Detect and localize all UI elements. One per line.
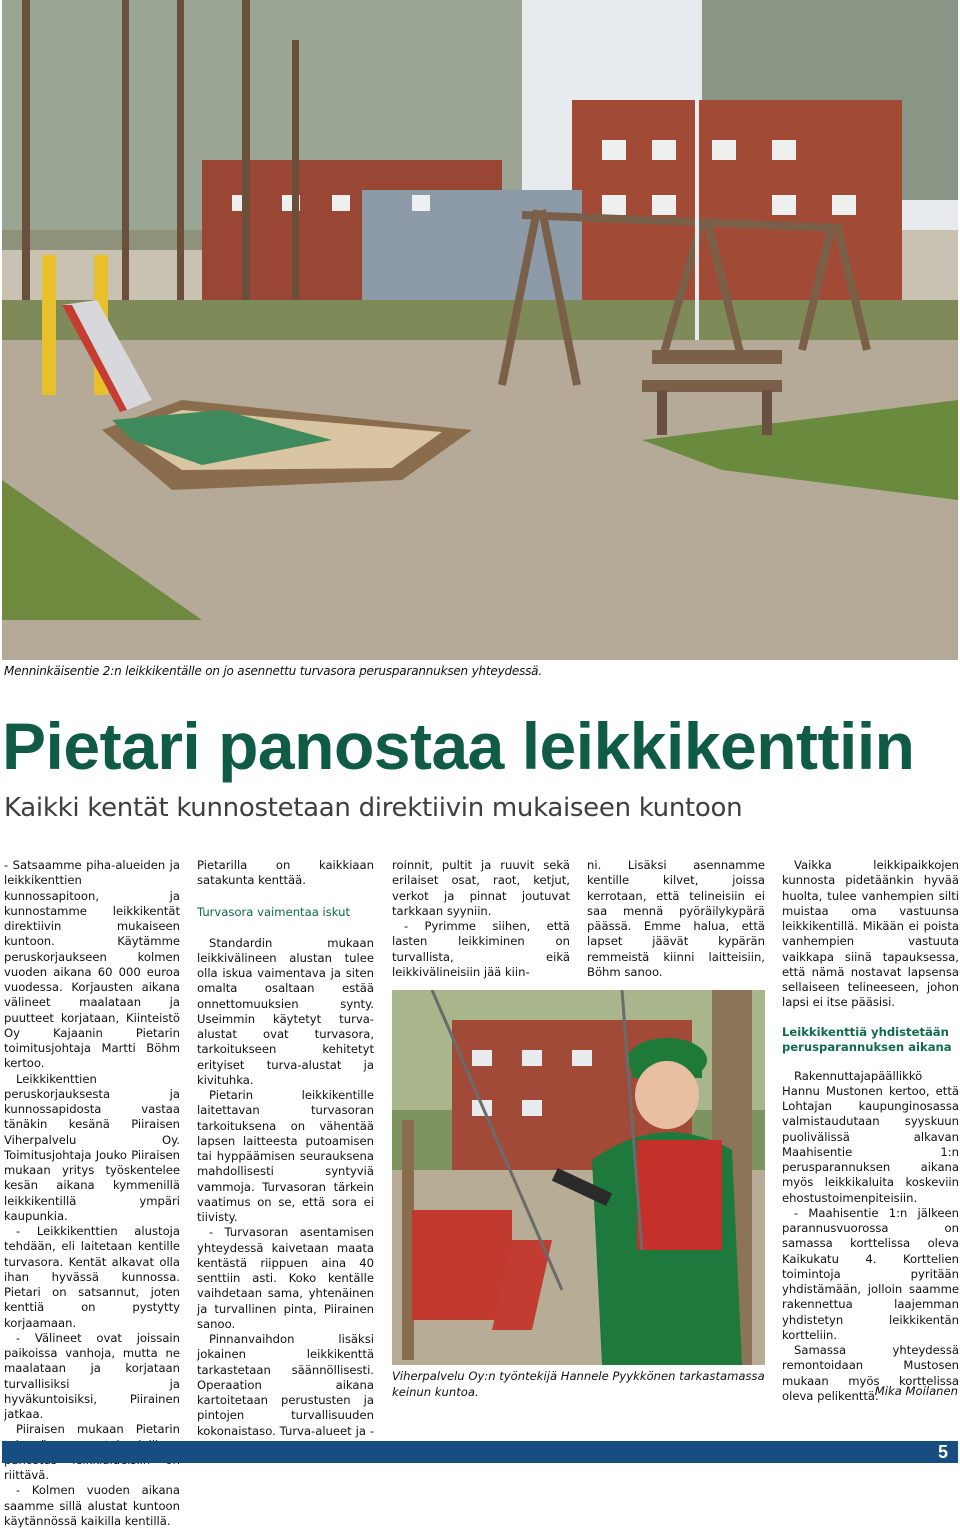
worker-photo	[392, 990, 765, 1365]
paragraph: Piiraisen mukaan Pietarin riittävä.	[4, 1422, 180, 1482]
paragraph: - Satsaamme piha-alueiden ja leikkikenttien kunnossapitoon, ja kunnostamme leikkikentät direktiivin mukaiseen kuntoon. Käytämme peruskorjaukseen kolmen vuoden aikana 60 000 euroa vuodessa. Korjausten aikana välineet maalataan ja puutteet korjataan, Kiinteistö Oy Kajaanin Pietarin toimitusjohtaja Martti Böhm kertoo.	[4, 858, 180, 1071]
paragraph: Leikkikenttien peruskorjauksesta ja kunnossapidosta vastaa tänäkin kesänä Piiraisen Viherpalvelu Oy. Toimitusjohtaja Jouko Piiraisen mukaan yritys työskentelee kesän aikana kymmenillä leikkikentillä ympäri kaupunkia.	[4, 1071, 180, 1223]
author-signature: Mika Moilanen	[874, 1384, 958, 1398]
page-number: 5	[937, 1442, 948, 1462]
paragraph: ni. Lisäksi asennamme kentille kilvet, joissa kerrotaan, että telineisiin ei saa mennä pyöräilykypärä päässä. Emme halua, että lapset jäävät kypärän remmeistä kiinni laitteisiin, Böhm sanoo.	[587, 858, 765, 979]
paragraph: - Turvasoran asentamisen yhteydessä kaivetaan maata kentästä riippuen aina 40 senttiin asti. Koko kentälle vaihdetaan sama, yhtenäinen ja turvallinen pinta, Piirainen sanoo.	[197, 1225, 374, 1331]
article-column-3	[392, 858, 570, 980]
paragraph: - Pyrimme siihen, että lasten leikkiminen on turvallista, eikä leikkivälineisiin jää kiin-	[392, 919, 570, 979]
playground-photo	[2, 0, 958, 660]
paragraph: - Maahisentie 1:n jälkeen parannusvuorossa on samassa korttelissa oleva Kaikukatu 4. Korttelien toimintoja pyritään yhdistämään, jolloin saamme rakennettua laajemman yhdistetyn leikkikentän kortteliin.	[782, 1205, 959, 1342]
section-subheading: Leikkikenttiä yhdistetään perusparannuksen aikana	[782, 1024, 952, 1054]
paragraph: Standardin mukaan leikkivälineen alustan tulee olla iskua vaimentava ja siten omalta osaltaan estää onnettomuuksien synty. Useimmin käytetyt turva-alustat ovat turvasora, tarkoitukseen kehitetyt erityiset turva-alustat ja kivituhka.	[197, 935, 374, 1087]
paragraph: Vaikka leikkipaikkojen kunnosta pidetäänkin hyvää huolta, tulee vanhempien silti muistaa oma vastuunsa leikkikentillä. Mikään ei poista vanhempien vastuuta vaikkapa siinä tapauksessa, että nämä nostavat lapsensa sellaiseen telineeseen, johon lapsi ei itse pääsisi.	[782, 858, 959, 1010]
paragraph: Rakennuttajapäällikkö Hannu Mustonen kertoo, että Lohtajan kaupunginosassa valmistaudutaan syyskuun puolivälissä alkavan Maahisentie 1:n perusparannuksen aikana myös leikkikaluita koskeviin ehostustoimenpiteisiin.	[782, 1068, 959, 1205]
article-column-5	[782, 858, 959, 1404]
paragraph: roinnit, pultit ja ruuvit sekä erilaiset osat, raot, ketjut, verkot ja pinnat joutuvat tarkkaan syyniin.	[392, 858, 570, 918]
photo-top-caption: Menninkäisentie 2:n leikkikentälle on jo asennettu turvasora perusparannuksen yhteydessä.	[4, 664, 542, 678]
paragraph: - Kolmen vuoden aikana saamme sillä alustat kuntoon käytännössä kaikilla kentillä.	[4, 1483, 180, 1528]
footer-bar	[2, 1441, 958, 1463]
paragraph: - Välineet ovat joissain paikoissa vanhoja, mutta ne maalataan ja korjataan turvallisiksi ja hyväkuntoisiksi, Piirainen jatkaa.	[4, 1330, 180, 1421]
section-subheading: Turvasora vaimentaa iskut	[197, 904, 351, 919]
paragraph: Pietarilla on kaikkiaan satakunta kenttää.	[197, 858, 374, 888]
paragraph: Pietarin leikkikentille laitettavan turvasoran tarkoituksena on vähentää lapsen laitteesta putoamisen tai hyppäämisen seurauksena mahdollisesti syntyviä vammoja. Turvasoran tärkein vaatimus on se, että sora ei tiivisty.	[197, 1088, 374, 1224]
paragraph: Samassa yhteydessä remontoidaan Mustosen mukaan myös korttelissa oleva pelikenttä.	[782, 1343, 959, 1403]
headline: Pietari panostaa leikkikenttiin	[2, 709, 915, 783]
article-column-1	[4, 858, 180, 1529]
paragraph: Pinnanvaihdon lisäksi jokainen leikkikenttä tarkastetaan säännöllisesti. Operaation aikana kartoitetaan perustusten ja pintojen turvallisuuden kokonaistaso. Turva-alueet ja -	[197, 1332, 374, 1438]
photo-mid-caption: Viherpalvelu Oy:n työntekijä Hannele Pyykkönen tarkastamassa keinun kuntoa.	[392, 1369, 765, 1399]
article-column-2	[197, 858, 374, 1454]
subheadline: Kaikki kentät kunnostetaan direktiivin mukaiseen kuntoon	[4, 793, 743, 823]
paragraph: - Leikkikenttien alustoja tehdään, eli laitetaan kentille turvasora. Kentät alkavat olla ihan hyvässä kunnossa. Pietari on satsannut, joten kenttiä on pystytty korjaamaan.	[4, 1224, 180, 1330]
article-column-4	[587, 858, 765, 980]
